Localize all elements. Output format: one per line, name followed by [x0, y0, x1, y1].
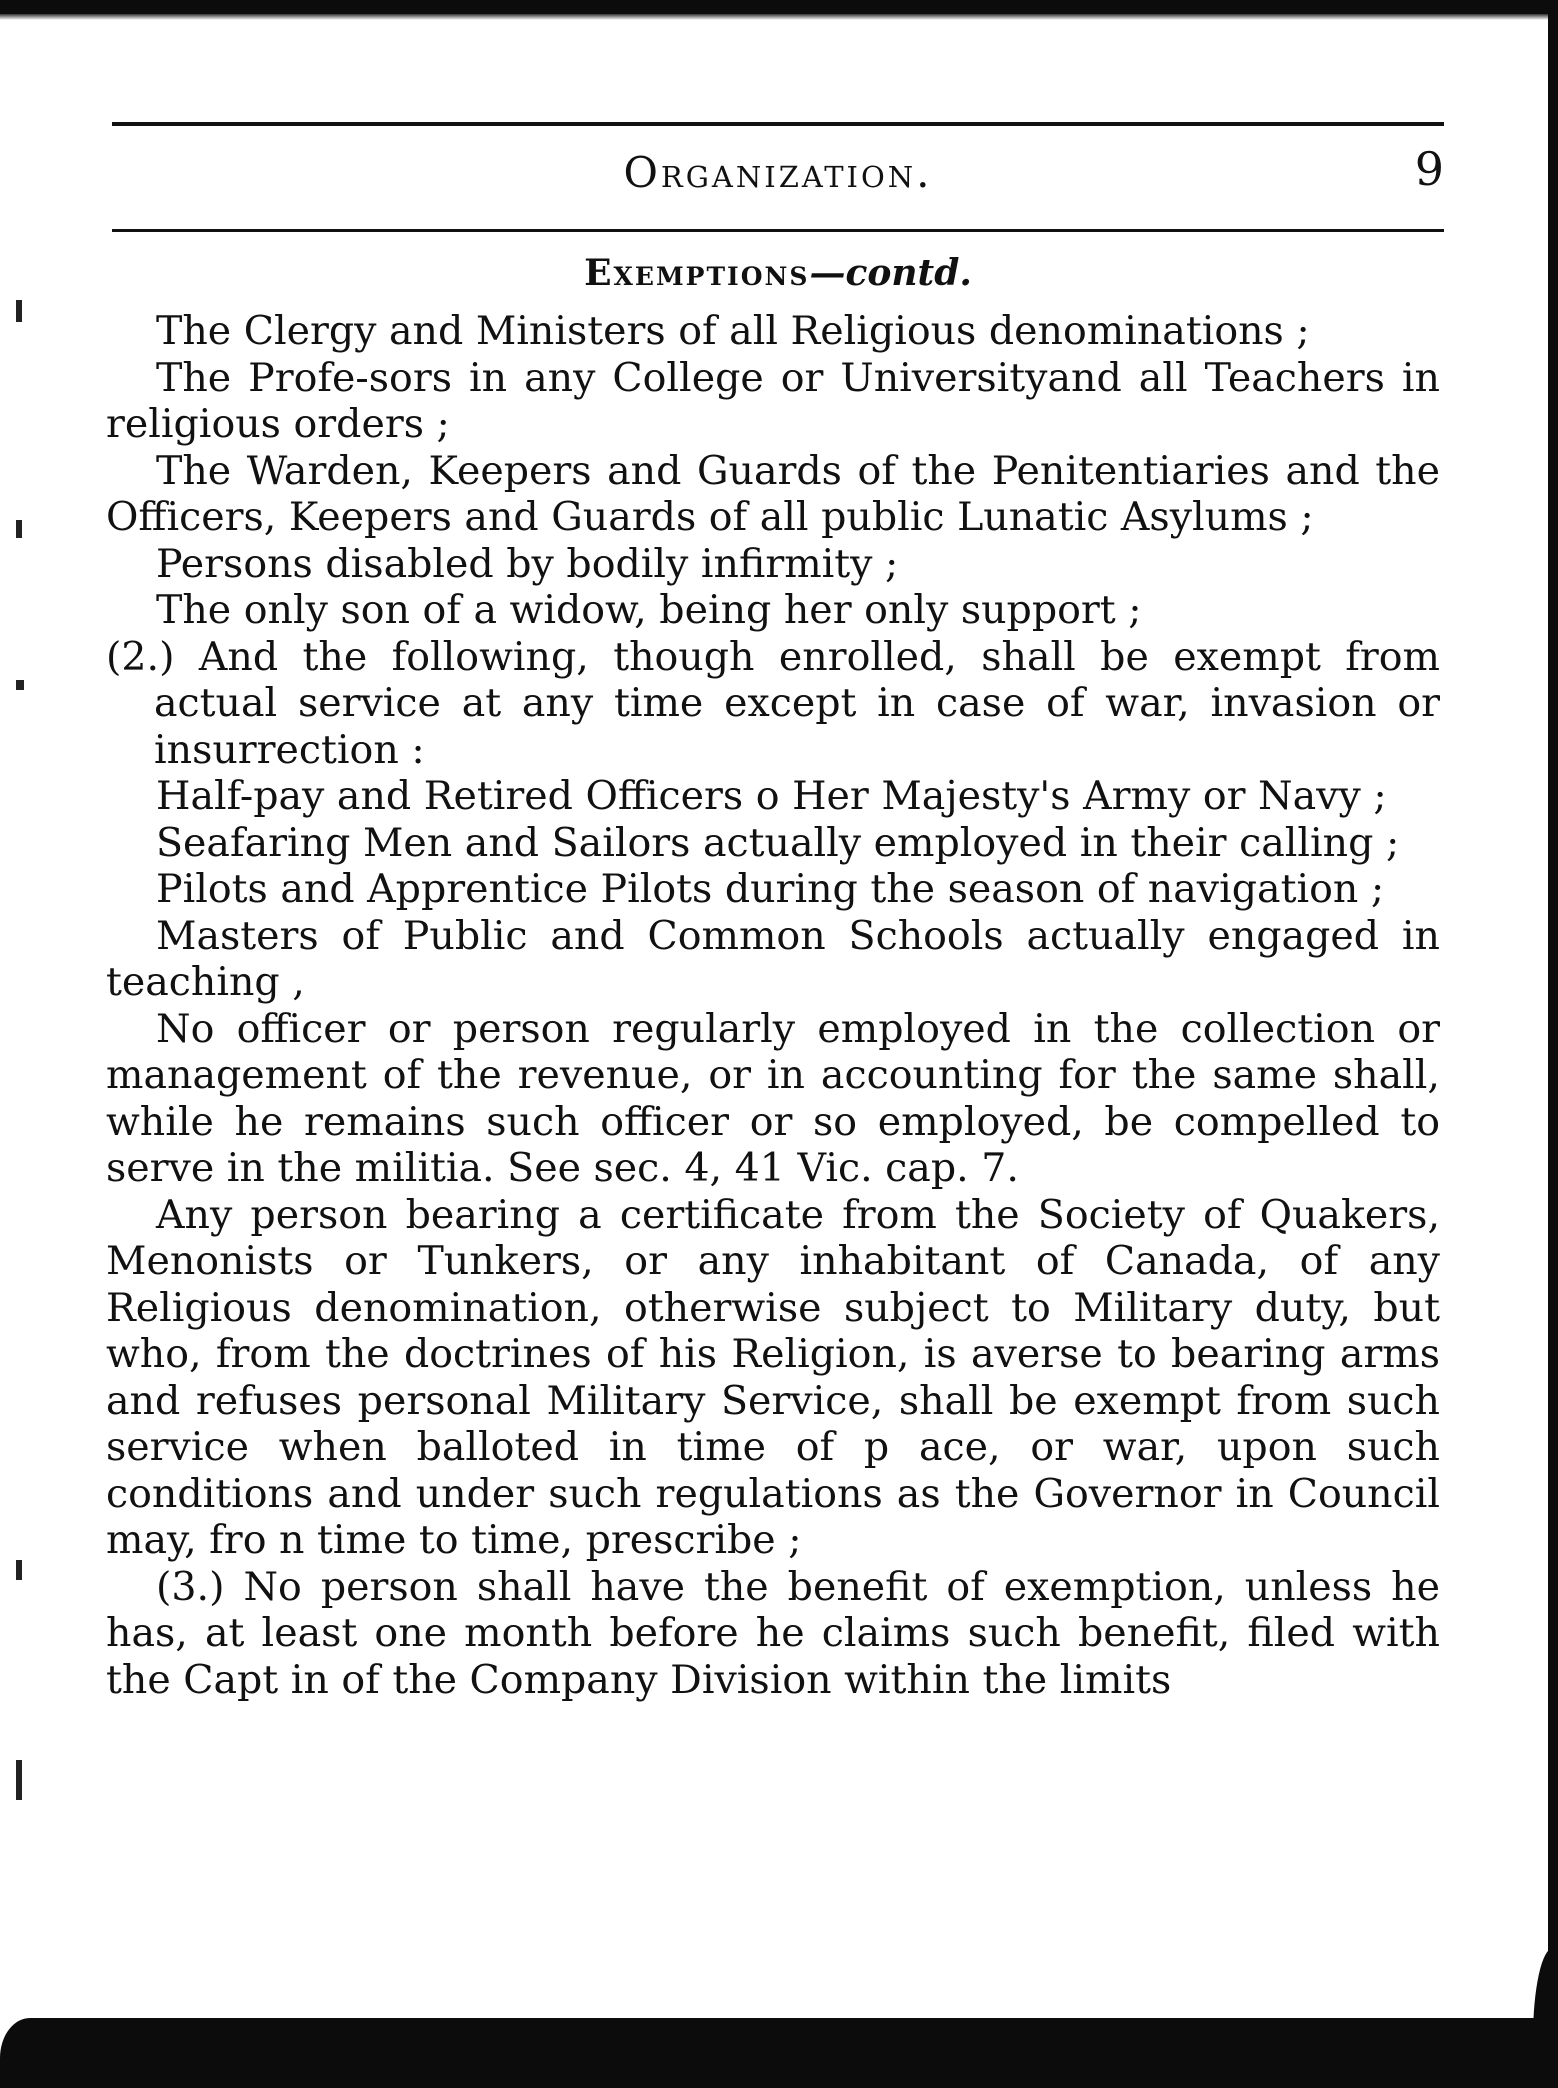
paragraph-half-pay: Half-pay and Retired Officers o Her Majesty's Army or Navy ;: [156, 773, 1387, 819]
paragraph-section-2: (2.) And the following, though enrolled, shall be exempt from actual service at any time except in case of war, invasion or insurrection :: [106, 633, 1440, 773]
paragraph-seafaring: Seafaring Men and Sailors actually employed in their calling ;: [156, 819, 1400, 866]
paragraph-widow-son: The only son of a widow, being her only support ;: [156, 587, 1142, 633]
paragraph-quakers: Any person bearing a certificate from the Society of Quakers, Menonists or Tunkers, or any inhabitant of Canada, of any Religious denomination, otherwise subject to Military duty, but who, from the doctrines of his Religion, is averse to bearing arms and refuses personal Military Service, shall be exempt from such service when balloted in time of p ace, or war, upon such conditions and under such regulations as the Governor in Council may, fro n time to time, prescribe ;: [106, 1191, 1440, 1563]
header-rule-bottom: [112, 229, 1444, 232]
section-heading-main: Exemptions: [584, 252, 810, 294]
running-title: Organization.: [623, 148, 933, 197]
scan-edge-top: [0, 0, 1558, 14]
paragraph-revenue-officer: No officer or person regularly employed in the collection or management of the revenue, or in accounting for the same shall, while he remains such officer or so employed, be compelled to serve in the militia. See sec. 4, 41 Vic. cap. 7.: [106, 1005, 1440, 1191]
scan-edge-top-shadow: [0, 14, 1558, 20]
paragraph-professors: The Profe-sors in any College or Universityand all Teachers in religious orders ;: [106, 354, 1440, 447]
scan-edge-bottom: [0, 2018, 1558, 2088]
paragraph-disabled: Persons disabled by bodily infirmity ;: [156, 540, 899, 587]
header-rule-top: [112, 122, 1444, 126]
scan-mark: [16, 1560, 22, 1580]
scan-edge-right: [1548, 0, 1558, 2088]
paragraph-masters: Masters of Public and Common Schools actually engaged in teaching ,: [106, 912, 1440, 1005]
scan-mark: [16, 520, 22, 538]
paragraph-pilots: Pilots and Apprentice Pilots during the season of navigation ;: [156, 866, 1385, 912]
body-text: [106, 308, 1440, 1703]
section-heading-suffix: —contd.: [809, 252, 972, 294]
scan-mark: [16, 1760, 22, 1800]
paragraph-warden: The Warden, Keepers and Guards of the Penitentiaries and the Officers, Keepers and Guards of all public Lunatic Asylums ;: [106, 447, 1440, 540]
page-number: 9: [1414, 142, 1444, 196]
scan-mark: [16, 300, 22, 322]
paragraph-section-3: (3.) No person shall have the benefit of exemption, unless he has, at least one month before he claims such benefit, filed with the Capt in of the Company Division within the limits: [106, 1563, 1440, 1703]
scan-mark: [16, 680, 24, 690]
paragraph-clergy: The Clergy and Ministers of all Religious denominations ;: [156, 308, 1310, 354]
section-heading: [112, 252, 1444, 294]
